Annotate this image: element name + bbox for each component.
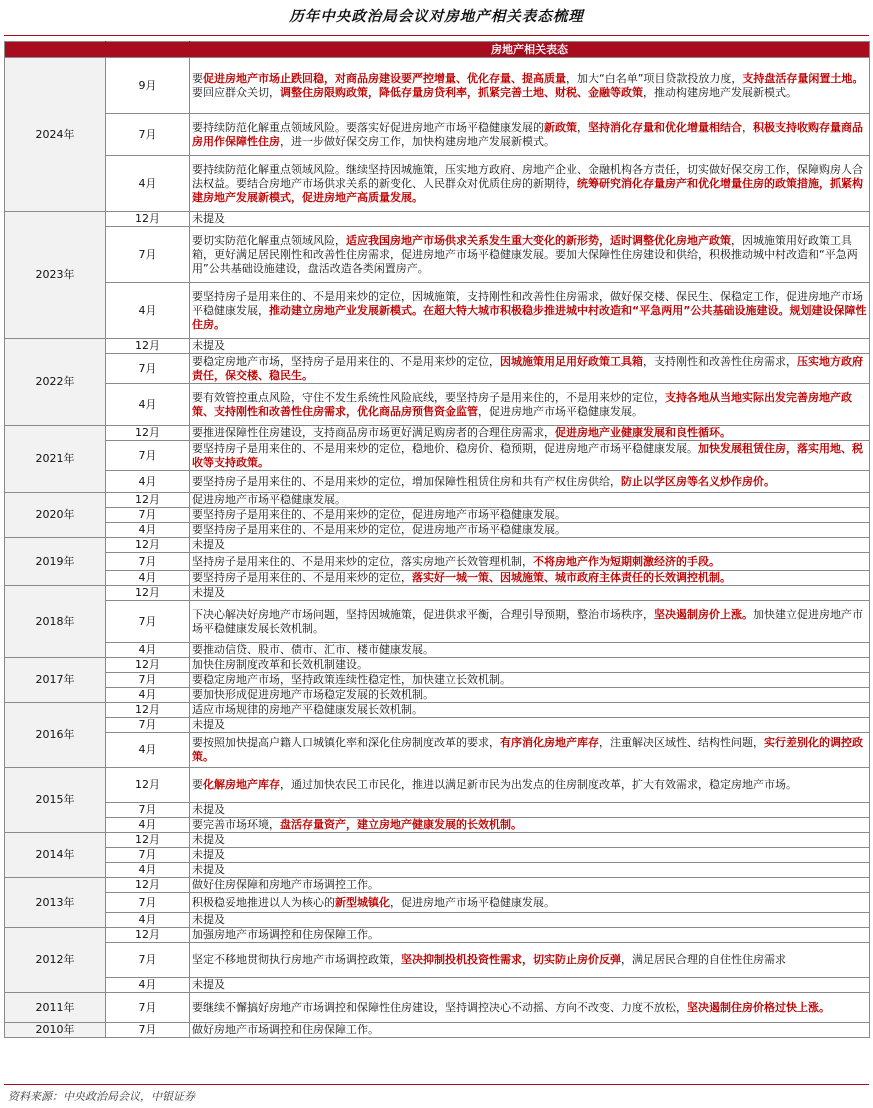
highlighted-text: 防止以学区房等名义炒作房价。 [621, 474, 775, 488]
month-cell: 12月 [106, 339, 190, 354]
highlighted-text: 统筹研究消化存量房产和优化增量住房的政策措施，抓紧构建房地产发展新模式，促进房地产高质量发展。 [192, 176, 863, 204]
statement-text: ，注重解决区域性、结构性问题， [599, 736, 764, 749]
highlighted-text: 积极支持收购存量商品房用作保障性住房 [192, 120, 863, 148]
month-cell: 7月 [106, 803, 190, 818]
month-cell: 12月 [106, 878, 190, 893]
statement-cell [190, 878, 870, 893]
month-cell: 4月 [106, 863, 190, 878]
highlighted-text: 支持各地从当地实际出发完善房地产政策、支持刚性和改善性住房需求，优化商品房预售资金监管 [192, 390, 852, 418]
month-cell: 4月 [106, 156, 190, 212]
statement-cell [190, 673, 870, 688]
year-cell: 2020年 [5, 493, 106, 538]
statement-cell [190, 928, 870, 943]
statement-text: 未提及 [192, 978, 225, 991]
year-cell: 2017年 [5, 658, 106, 703]
table-row [5, 768, 870, 803]
month-cell: 4月 [106, 688, 190, 703]
statement-cell [190, 354, 870, 384]
statement-cell [190, 571, 870, 586]
year-cell: 2012年 [5, 928, 106, 993]
statement-text: 要切实防范化解重点领域风险， [192, 233, 346, 247]
statement-text: 要稳定房地产市场，坚持房子是用来住的、不是用来炒的定位， [192, 354, 500, 368]
table-row [5, 114, 870, 156]
statement-cell [190, 384, 870, 426]
table-row [5, 718, 870, 733]
month-cell: 4月 [106, 733, 190, 768]
highlighted-text: 促进房地产业健康发展和良性循环。 [555, 426, 731, 439]
statement-cell [190, 803, 870, 818]
statement-cell [190, 643, 870, 658]
statement-cell [190, 156, 870, 212]
statement-cell [190, 426, 870, 441]
statement-cell [190, 863, 870, 878]
table-row [5, 426, 870, 441]
table-row [5, 1023, 870, 1038]
statement-cell [190, 718, 870, 733]
table-row [5, 848, 870, 863]
year-cell: 2011年 [5, 993, 106, 1023]
highlighted-text: 不将房地产作为短期刺激经济的手段。 [533, 554, 720, 568]
statement-cell [190, 523, 870, 538]
month-cell: 12月 [106, 703, 190, 718]
month-cell: 7月 [106, 227, 190, 283]
statement-text: 未提及 [192, 803, 225, 816]
year-cell: 2015年 [5, 768, 106, 833]
month-cell: 4月 [106, 913, 190, 928]
month-cell: 7月 [106, 601, 190, 643]
statement-text: 要按照加快提高户籍人口城镇化率和深化住房制度改革的要求， [192, 736, 500, 749]
month-cell: 4月 [106, 523, 190, 538]
month-cell: 12月 [106, 538, 190, 553]
statement-cell [190, 227, 870, 283]
table-row [5, 673, 870, 688]
statement-text: 要坚持房子是用来住的、不是用来炒的定位，增加保障性租赁住房和共有产权住房供给， [192, 474, 621, 488]
policy-table [4, 41, 870, 1038]
month-cell: 12月 [106, 928, 190, 943]
statement-cell [190, 493, 870, 508]
highlighted-text: 新政策 [544, 120, 577, 134]
statement-cell [190, 993, 870, 1023]
highlighted-text: 盘活存量资产，建立房地产健康发展的长效机制。 [280, 818, 522, 831]
statement-cell [190, 913, 870, 928]
statement-cell [190, 848, 870, 863]
month-cell: 12月 [106, 658, 190, 673]
table-row [5, 643, 870, 658]
statement-text: ，因城施策用好政策工具箱，更好满足居民刚性和改善性住房需求，促进房地产市场平稳健康发展。要加大保障性住房建设和供给，积极推动城中村改造和“平急两用”公共基础设施建设，盘活改造各类闲置房产。 [192, 233, 858, 275]
year-cell: 2010年 [5, 1023, 106, 1038]
table-row [5, 384, 870, 426]
table-row [5, 818, 870, 833]
month-cell: 7月 [106, 993, 190, 1023]
statement-text: 未提及 [192, 863, 225, 876]
highlighted-text: 支持盘活存量闲置土地。 [742, 71, 864, 85]
statement-text: ， [577, 120, 588, 134]
table-row [5, 913, 870, 928]
month-cell: 12月 [106, 586, 190, 601]
statement-cell [190, 833, 870, 848]
table-row [5, 339, 870, 354]
month-cell: 7月 [106, 1023, 190, 1038]
statement-text: 未提及 [192, 339, 225, 352]
highlighted-text: 新型城镇化 [335, 895, 390, 909]
highlighted-text: 落实好一城一策、因城施策、城市政府主体责任的长效调控机制。 [412, 571, 731, 584]
statement-cell [190, 538, 870, 553]
month-cell: 7月 [106, 718, 190, 733]
header-month-cell [106, 42, 190, 58]
month-cell: 7月 [106, 553, 190, 571]
table-row [5, 586, 870, 601]
month-cell: 12月 [106, 493, 190, 508]
table-row [5, 227, 870, 283]
statement-text: 要推进保障性住房建设，支持商品房市场更好满足购房者的合理住房需求， [192, 426, 555, 439]
table-row [5, 523, 870, 538]
month-cell: 7月 [106, 114, 190, 156]
statement-text: 做好房地产市场调控和住房保障工作。 [192, 1023, 379, 1036]
table-row [5, 703, 870, 718]
statement-text: 积极稳妥地推进以人为核心的 [192, 895, 335, 909]
statement-text: ，进一步做好保交房工作，加快构建房地产发展新模式。 [280, 134, 555, 148]
table-row [5, 688, 870, 703]
statement-text: 未提及 [192, 913, 225, 926]
statement-text: 要坚持房子是用来住的、不是用来炒的定位，因城施策，支持刚性和改善性住房需求，做好保交楼、保民生、保稳定工作，促进房地产市场平稳健康发展， [192, 289, 863, 317]
highlighted-text: 坚持消化存量和优化增量相结合 [588, 120, 742, 134]
statement-text: ，促进房地产市场平稳健康发展。 [390, 895, 555, 909]
statement-text: 坚持房子是用来住的、不是用来炒的定位，落实房地产长效管理机制， [192, 554, 533, 568]
year-cell: 2018年 [5, 586, 106, 658]
statement-text: ，促进房地产市场平稳健康发展。 [478, 404, 643, 418]
table-row [5, 441, 870, 471]
month-cell: 12月 [106, 768, 190, 803]
year-cell: 2023年 [5, 212, 106, 339]
statement-text: 下决心解决好房地产市场问题，坚持因城施策，促进供求平衡，合理引导预期，整治市场秩序， [192, 607, 654, 621]
statement-text: 要加快形成促进房地产市场稳定发展的长效机制。 [192, 688, 434, 701]
table-row [5, 658, 870, 673]
statement-cell [190, 768, 870, 803]
month-cell: 4月 [106, 571, 190, 586]
statement-text: 未提及 [192, 586, 225, 599]
statement-cell [190, 283, 870, 339]
page-title: 历年中央政治局会议对房地产相关表态梳理 [289, 8, 584, 25]
table-row [5, 803, 870, 818]
table-row [5, 863, 870, 878]
statement-text: 未提及 [192, 538, 225, 551]
year-cell: 2021年 [5, 426, 106, 493]
statement-cell [190, 508, 870, 523]
highlighted-text: 化解房地产库存 [203, 778, 280, 791]
statement-cell [190, 658, 870, 673]
table-row [5, 508, 870, 523]
header-year-cell [5, 42, 106, 58]
year-cell: 2019年 [5, 538, 106, 586]
statement-cell [190, 978, 870, 993]
highlighted-text: 实行差别化的调控政策。 [192, 736, 863, 763]
table-row [5, 471, 870, 493]
statement-cell [190, 1023, 870, 1038]
month-cell: 4月 [106, 283, 190, 339]
statement-text: 促进房地产市场平稳健康发展。 [192, 493, 346, 506]
statement-cell [190, 733, 870, 768]
table-row [5, 553, 870, 571]
highlighted-text: 坚决遏制房价上涨。 [654, 607, 753, 621]
table-row [5, 538, 870, 553]
statement-text: 未提及 [192, 212, 225, 225]
statement-cell [190, 818, 870, 833]
highlighted-text: 促进房地产市场止跌回稳，对商品房建设要严控增量、优化存量、提高质量 [203, 71, 566, 85]
source-note: 资料来源：中央政治局会议，中银证券 [8, 1090, 195, 1103]
highlighted-text: 有序消化房地产库存 [500, 736, 599, 749]
statement-text: 要坚持房子是用来住的、不是用来炒的定位， [192, 571, 412, 584]
statement-cell [190, 893, 870, 913]
table-header-row [5, 42, 870, 58]
statement-text: 要 [192, 71, 203, 85]
statement-text: 做好住房保障和房地产市场调控工作。 [192, 878, 379, 891]
table-row [5, 878, 870, 893]
table-row [5, 978, 870, 993]
statement-cell [190, 601, 870, 643]
statement-text: 要继续不懈搞好房地产市场调控和保障性住房建设，坚持调控决心不动摇、方向不改变、力度不放松， [192, 1000, 687, 1014]
statement-cell [190, 339, 870, 354]
statement-cell [190, 441, 870, 471]
month-cell: 12月 [106, 833, 190, 848]
highlighted-text: 调整住房限购政策，降低存量房贷利率，抓紧完善土地、财税、金融等政策 [280, 85, 643, 99]
statement-cell [190, 471, 870, 493]
table-row [5, 833, 870, 848]
month-cell: 12月 [106, 426, 190, 441]
year-cell: 2014年 [5, 833, 106, 878]
table-row [5, 893, 870, 913]
header-content-cell: 房地产相关表态 [190, 42, 870, 58]
highlighted-text: 因城施策用足用好政策工具箱 [500, 354, 643, 368]
highlighted-text: 适应我国房地产市场供求关系发生重大变化的新形势，适时调整优化房地产政策 [346, 233, 731, 247]
table-row [5, 354, 870, 384]
table-row [5, 928, 870, 943]
highlighted-text: 坚决遏制住房价格过快上涨。 [687, 1000, 830, 1014]
statement-text: 要有效管控重点风险，守住不发生系统性风险底线，要坚持房子是用来住的，不是用来炒的定位， [192, 390, 665, 404]
month-cell: 12月 [106, 212, 190, 227]
statement-cell [190, 943, 870, 978]
month-cell: 4月 [106, 978, 190, 993]
statement-text: ，加大“白名单”项目贷款投放力度， [566, 71, 743, 85]
statement-text: 适应市场规律的房地产平稳健康发展长效机制。 [192, 703, 423, 716]
statement-text: ， [742, 120, 753, 134]
statement-text: 未提及 [192, 833, 225, 846]
statement-cell [190, 586, 870, 601]
year-cell: 2024年 [5, 58, 106, 212]
month-cell: 4月 [106, 471, 190, 493]
statement-cell [190, 688, 870, 703]
month-cell: 4月 [106, 818, 190, 833]
statement-text: 未提及 [192, 718, 225, 731]
month-cell: 4月 [106, 643, 190, 658]
statement-text: 要持续防范化解重点领域风险。继续坚持因城施策，压实地方政府、房地产企业、金融机构各方责任，切实做好保交房工作，保障购房人合法权益。要结合房地产市场供求关系的新变化、人民群众对优质住房的新期待， [192, 162, 863, 190]
month-cell: 9月 [106, 58, 190, 114]
statement-text: ，推动构建房地产发展新模式。 [643, 85, 797, 99]
month-cell: 7月 [106, 441, 190, 471]
statement-text: 加强房地产市场调控和住房保障工作。 [192, 928, 379, 941]
statement-text: 加快住房制度改革和长效机制建设。 [192, 658, 368, 671]
statement-text: ，支持刚性和改善性住房需求， [643, 354, 797, 368]
month-cell: 4月 [106, 384, 190, 426]
table-row [5, 58, 870, 114]
year-cell: 2013年 [5, 878, 106, 928]
month-cell: 7月 [106, 354, 190, 384]
highlighted-text: 压实地方政府责任，保交楼、稳民生。 [192, 354, 863, 382]
month-cell: 7月 [106, 508, 190, 523]
statement-text: 要坚持房子是用来住的、不是用来炒的定位，稳地价、稳房价、稳预期，促进房地产市场平稳健康发展。 [192, 441, 698, 455]
statement-text: 要回应群众关切， [192, 85, 280, 99]
bottom-rule [4, 1084, 869, 1085]
highlighted-text: 推动建立房地产业发展新模式。在超大特大城市积极稳步推进城中村改造和“平急两用”公共基础设施建设。规划建设保障性住房。 [192, 303, 867, 331]
month-cell: 7月 [106, 893, 190, 913]
statement-text: ，满足居民合理的自住性住房需求 [621, 953, 786, 966]
statement-cell [190, 114, 870, 156]
statement-text: 要持续防范化解重点领域风险。要落实好促进房地产市场平稳健康发展的 [192, 120, 544, 134]
year-cell: 2022年 [5, 339, 106, 426]
statement-text: 坚定不移地贯彻执行房地产市场调控政策， [192, 953, 401, 966]
statement-text: 要完善市场环境， [192, 818, 280, 831]
table-row [5, 571, 870, 586]
highlighted-text: 加快发展租赁住房，落实用地、税收等支持政策。 [192, 441, 863, 469]
year-cell: 2016年 [5, 703, 106, 768]
table-row [5, 493, 870, 508]
statement-text: 要坚持房子是用来住的、不是用来炒的定位，促进房地产市场平稳健康发展。 [192, 508, 566, 521]
table-row [5, 943, 870, 978]
top-rule [4, 35, 869, 36]
table-row [5, 212, 870, 227]
month-cell: 7月 [106, 848, 190, 863]
statement-text: 加快建立促进房地产市场平稳健康发展长效机制。 [192, 607, 863, 635]
highlighted-text: 坚决抑制投机投资性需求，切实防止房价反弹 [401, 953, 621, 966]
statement-cell [190, 553, 870, 571]
policy-table-body [5, 42, 870, 1038]
month-cell: 7月 [106, 673, 190, 688]
table-row [5, 156, 870, 212]
table-row [5, 993, 870, 1023]
statement-cell [190, 58, 870, 114]
statement-text: 要 [192, 778, 203, 791]
table-row [5, 733, 870, 768]
table-row [5, 601, 870, 643]
table-row [5, 283, 870, 339]
statement-text: 要稳定房地产市场，坚持政策连续性稳定性，加快建立长效机制。 [192, 673, 511, 686]
statement-text: 要推动信贷、股市、债市、汇市、楼市健康发展。 [192, 643, 434, 656]
statement-text: 要坚持房子是用来住的、不是用来炒的定位，促进房地产市场平稳健康发展。 [192, 523, 566, 536]
statement-text: ，通过加快农民工市民化，推进以满足新市民为出发点的住房制度改革，扩大有效需求，稳定房地产市场。 [280, 778, 797, 791]
statement-cell [190, 703, 870, 718]
statement-cell [190, 212, 870, 227]
statement-text: 未提及 [192, 848, 225, 861]
month-cell: 7月 [106, 943, 190, 978]
